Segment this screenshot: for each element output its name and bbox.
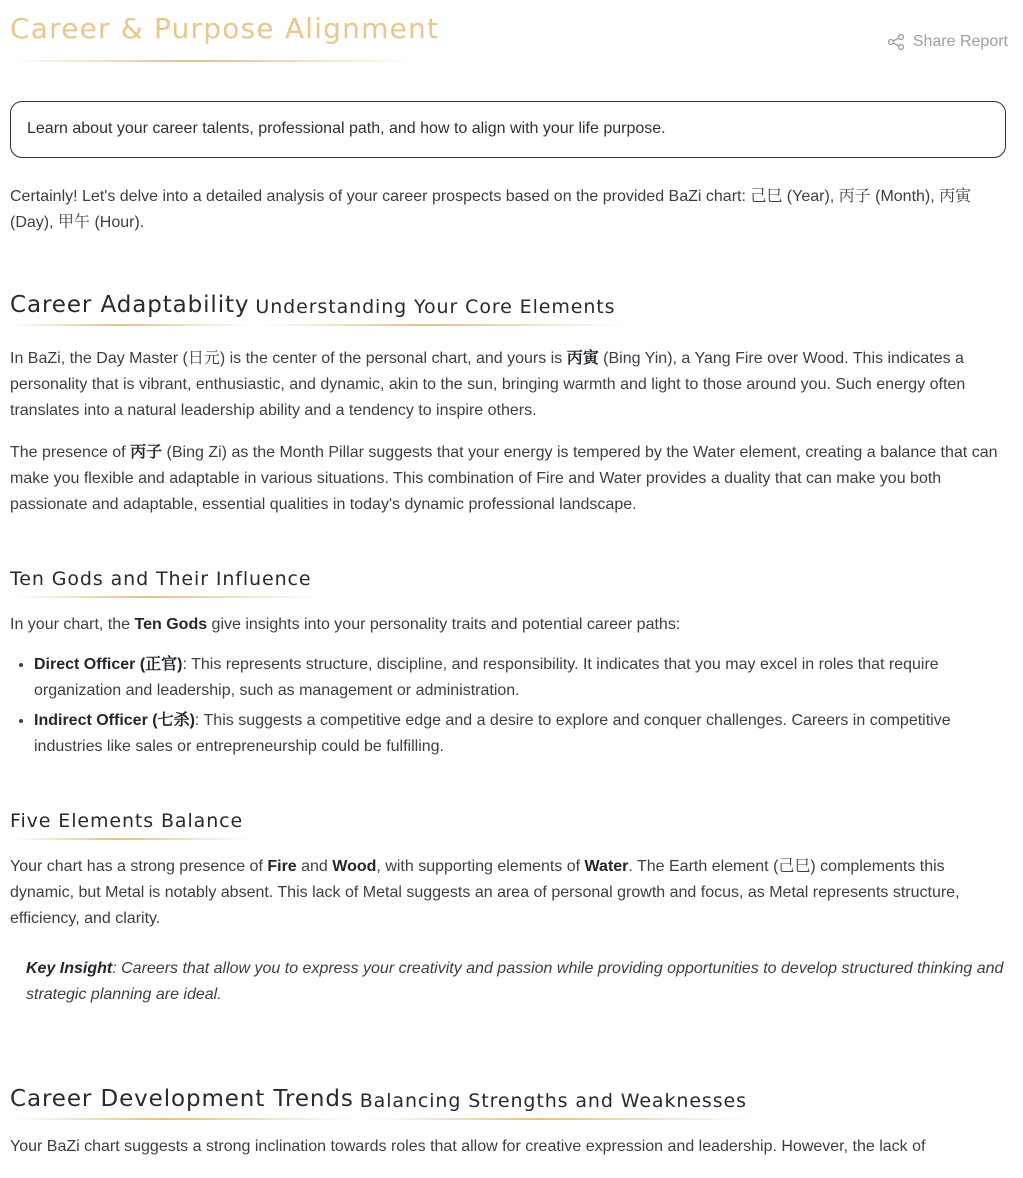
section-subtitle: Balancing Strengths and Weaknesses [359, 1090, 747, 1112]
section-title-underline [10, 596, 320, 598]
section-title: Career Adaptability [10, 292, 250, 318]
share-report-label: Share Report [912, 33, 1008, 50]
title-underline [10, 60, 418, 62]
section-title: Five Elements Balance [10, 810, 244, 832]
intro-text: Learn about your career talents, professional path, and how to align with your life purpose. [27, 120, 666, 137]
key-insight: Key Insight: Careers that allow you to express your creativity and passion while providing opportunities to develop structured thinking and strategic planning are ideal. [26, 960, 1004, 1003]
month-pillar-paragraph: The presence of 丙子 (Bing Zi) as the Month Pillar suggests that your energy is tempered by the Water element, creating a balance that can make you flexible and adaptable in various situations. This combination of Fire and Water provides a duality that can make you both passionate and adaptable, essential qualities in today's dynamic professional landscape. [10, 444, 998, 513]
section-subtitle-underline [258, 324, 628, 326]
section-ten-gods [10, 568, 1006, 760]
day-master-paragraph: In BaZi, the Day Master (日元) is the center of the personal chart, and yours is 丙寅 (Bing Yin), a Yang Fire over Wood. This indicates a personality that is vibrant, enthusiastic, and dynamic, akin to the sun, bringing warmth and light to those around you. Such energy often translates into a natural leadership ability and a tendency to inspire others. [10, 350, 966, 419]
five-elements-paragraph: Your chart has a strong presence of Fire and Wood, with supporting elements of Water. The Earth element (己巳) complements this dynamic, but Metal is notably absent. This lack of Metal suggests an area of personal growth and focus, as Metal represents structure, efficiency, and clarity. [10, 858, 960, 927]
ten-gods-list [10, 652, 1006, 760]
section-heading-row [10, 1086, 1006, 1112]
section-title: Ten Gods and Their Influence [10, 568, 312, 590]
section-career-adaptability [10, 292, 1006, 518]
trends-paragraph: Your BaZi chart suggests a strong inclination towards roles that allow for creative expression and leadership. However, the lack of [10, 1138, 926, 1155]
section-title-underline [10, 838, 250, 840]
page-title: Career & Purpose Alignment [10, 12, 440, 45]
section-subtitle-underline [362, 1118, 756, 1120]
section-career-trends [10, 1086, 1006, 1160]
list-item: • Direct Officer (正官): This represents structure, discipline, and responsibility. It indicates that you may excel in roles that require organization and leadership, such as management or administration. [34, 652, 1006, 704]
list-item: • Indirect Officer (七杀): This suggests a competitive edge and a desire to explore and conquer challenges. Careers in competitive industries like sales or entrepreneurship could be fulfilling. [34, 708, 1006, 760]
report-content [10, 184, 1006, 1160]
opening-paragraph: Certainly! Let's delve into a detailed analysis of your career prospects based on the provided BaZi chart: 己巳 (Year), 丙子 (Month), 丙寅 (Day), 甲午 (Hour). [10, 188, 972, 231]
share-icon [887, 33, 905, 51]
share-report-button[interactable] [887, 33, 1008, 51]
section-subtitle: Understanding Your Core Elements [255, 296, 616, 318]
section-title-underline [10, 324, 252, 326]
ten-gods-intro: In your chart, the Ten Gods give insights into your personality traits and potential career paths: [10, 616, 681, 633]
section-title: Career Development Trends [10, 1086, 354, 1112]
intro-box [10, 101, 1006, 158]
section-five-elements [10, 810, 1006, 1008]
section-title-underline [10, 1118, 356, 1120]
section-heading-row [10, 292, 1006, 318]
